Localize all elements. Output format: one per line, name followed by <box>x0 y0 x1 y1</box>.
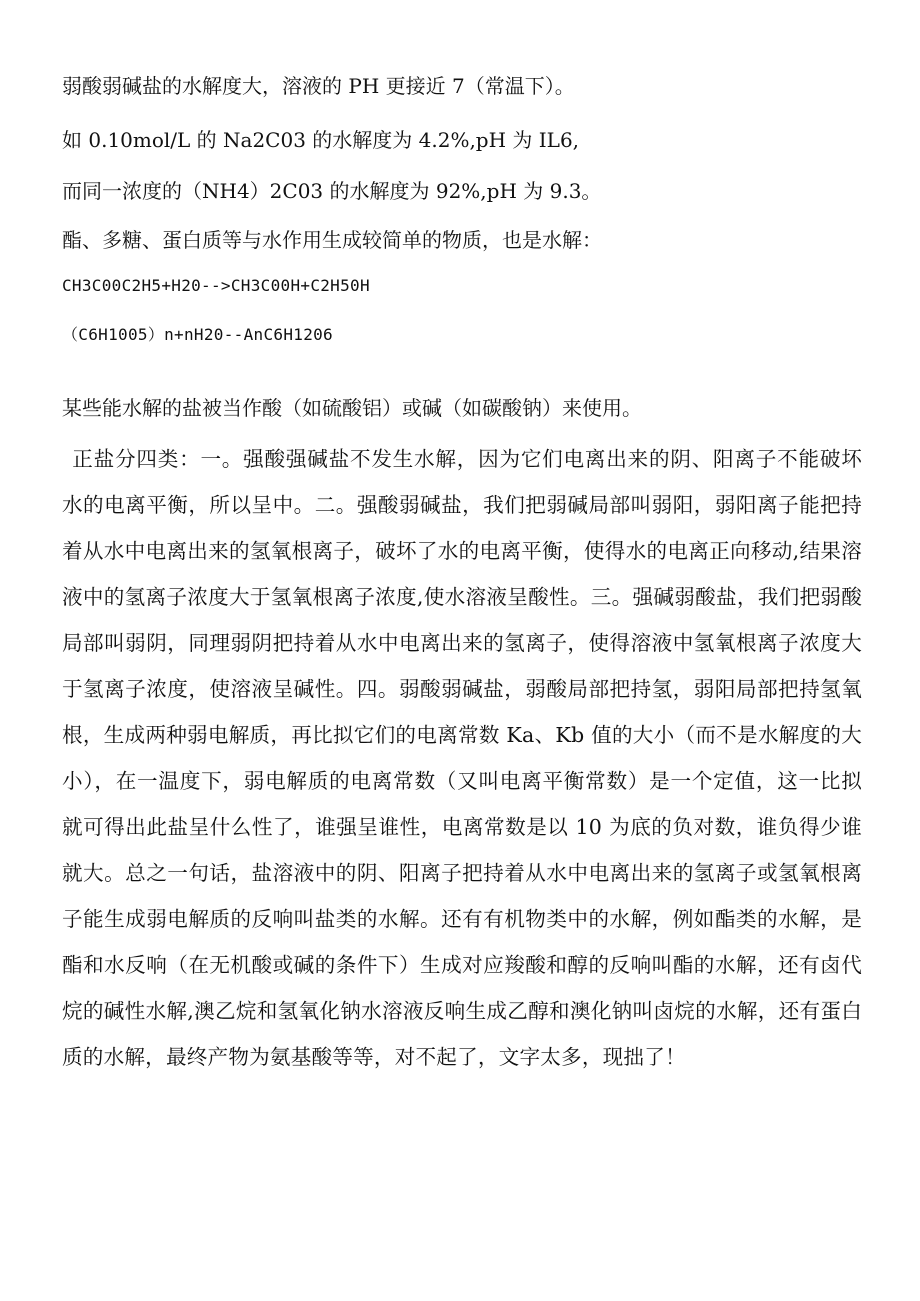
intro-line-3: 而同一浓度的（NH4）2C03 的水解度为 92%,pH 为 9.3。 <box>62 179 602 203</box>
formula-polysaccharide-hydrolysis: （C6H1005）n+nH20--AnC6H1206 <box>62 325 333 344</box>
intro-line-1: 弱酸弱碱盐的水解度大，溶液的 PH 更接近 7（常温下）。 <box>62 74 575 98</box>
intro-line-2: 如 0.10mol/L 的 Na2C03 的水解度为 4.2%,pH 为 IL6, <box>62 128 580 152</box>
usage-line: 某些能水解的盐被当作酸（如硫酸铝）或碱（如碳酸钠）来使用。 <box>62 396 642 420</box>
main-paragraph: 正盐分四类：一。强酸强碱盐不发生水解，因为它们电离出来的阴、阳离子不能破坏水的电离平衡，所以呈中。二。强酸弱碱盐，我们把弱碱局部叫弱阳，弱阳离子能把持着从水中电离出来的氢氧根离子，破坏了水的电离平衡，使得水的电离正向移动,结果溶液中的氢离子浓度大于氢氧根离子浓度,使水溶液呈酸性。三。强碱弱酸盐，我们把弱酸局部叫弱阴，同理弱阴把持着从水中电离出来的氢离子，使得溶液中氢氧根离子浓度大于氢离子浓度，使溶液呈碱性。四。弱酸弱碱盐，弱酸局部把持氢，弱阳局部把持氢氧根，生成两种弱电解质，再比拟它们的电离常数 Ka、Kb 值的大小（而不是水解度的大小），在一温度下，弱电解质的电离常数（又叫电离平衡常数）是一个定值，这一比拟就可得出此盐呈什么性了，谁强呈谁性，电离常数是以 10 为底的负对数，谁负得少谁就大。总之一句话，盐溶液中的阴、阳离子把持着从水中电离出来的氢离子或氢氧根离子能生成弱电解质的反响叫盐类的水解。还有有机物类中的水解，例如酯类的水解，是酯和水反响（在无机酸或碱的条件下）生成对应羧酸和醇的反响叫酯的水解，还有卤代烷的碱性水解,澳乙烷和氢氧化钠水溶液反响生成乙醇和澳化钠叫卤烷的水解，还有蛋白质的水解，最终产物为氨基酸等等，对不起了，文字太多，现拙了！ <box>62 447 862 1069</box>
intro-line-4: 酯、多糖、蛋白质等与水作用生成较简单的物质，也是水解： <box>62 228 602 252</box>
formula-ester-hydrolysis: CH3C00C2H5+H20-->CH3C00H+C2H50H <box>62 276 370 295</box>
